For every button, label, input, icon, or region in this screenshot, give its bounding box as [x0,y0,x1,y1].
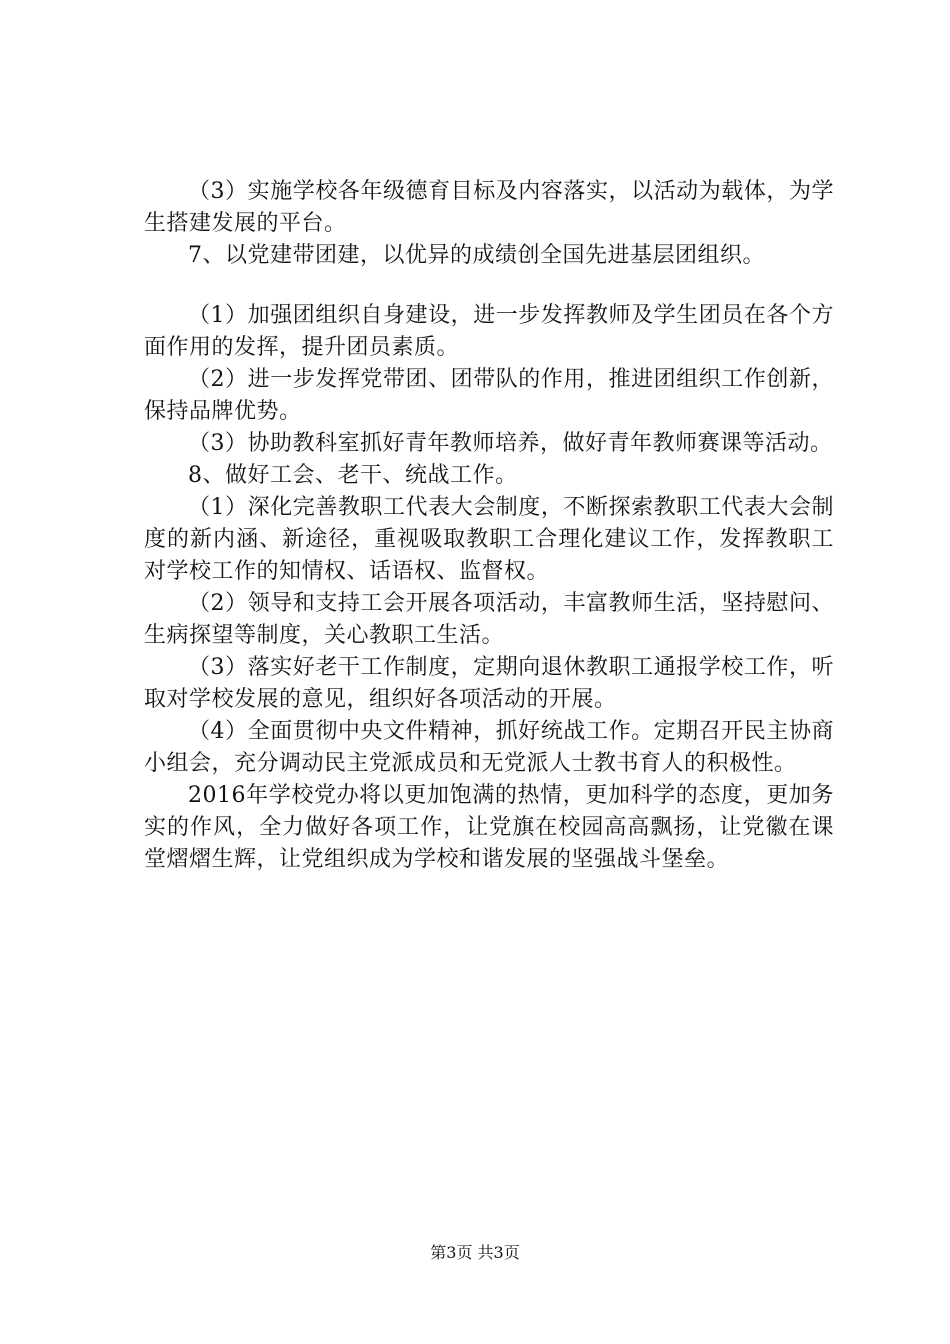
paragraph-union-2: （2）领导和支持工会开展各项活动，丰富教师生活，坚持慰问、生病探望等制度，关心教职工生活。 [144,591,834,648]
paragraph-league-2: （2）进一步发挥党带团、团带队的作用，推进团组织工作创新，保持品牌优势。 [144,367,834,424]
paragraph-league-3: （3）协助教科室抓好青年教师培养，做好青年教师赛课等活动。 [188,431,833,456]
paragraph-conclusion: 2016年学校党办将以更加饱满的热情，更加科学的态度，更加务实的作风，全力做好各项工作，让党旗在校园高高飘扬，让党徽在课堂熠熠生辉，让党组织成为学校和谐发展的坚强战斗堡垒。 [144,783,834,872]
paragraph-section-8-heading: 8、做好工会、老干、统战工作。 [188,463,518,488]
paragraph-union-3: （3）落实好老干工作制度，定期向退休教职工通报学校工作，听取对学校发展的意见，组织好各项活动的开展。 [144,655,834,712]
paragraph-section-7-heading: 7、以党建带团建，以优异的成绩创全国先进基层团组织。 [188,243,765,268]
paragraph-moral-education-3: （3）实施学校各年级德育目标及内容落实，以活动为载体，为学生搭建发展的平台。 [144,179,834,236]
paragraph-union-4: （4）全面贯彻中央文件精神，抓好统战工作。定期召开民主协商小组会，充分调动民主党派成员和无党派人士教书育人的积极性。 [144,719,834,776]
paragraph-league-1: （1）加强团组织自身建设，进一步发挥教师及学生团员在各个方面作用的发挥，提升团员素质。 [144,303,834,360]
paragraph-union-1: （1）深化完善教职工代表大会制度，不断探索教职工代表大会制度的新内涵、新途径，重视吸取教职工合理化建议工作，发挥教职工对学校工作的知情权、话语权、监督权。 [144,495,834,584]
document-body [144,176,834,876]
page-number-footer: 第3页 共3页 [430,1243,520,1262]
